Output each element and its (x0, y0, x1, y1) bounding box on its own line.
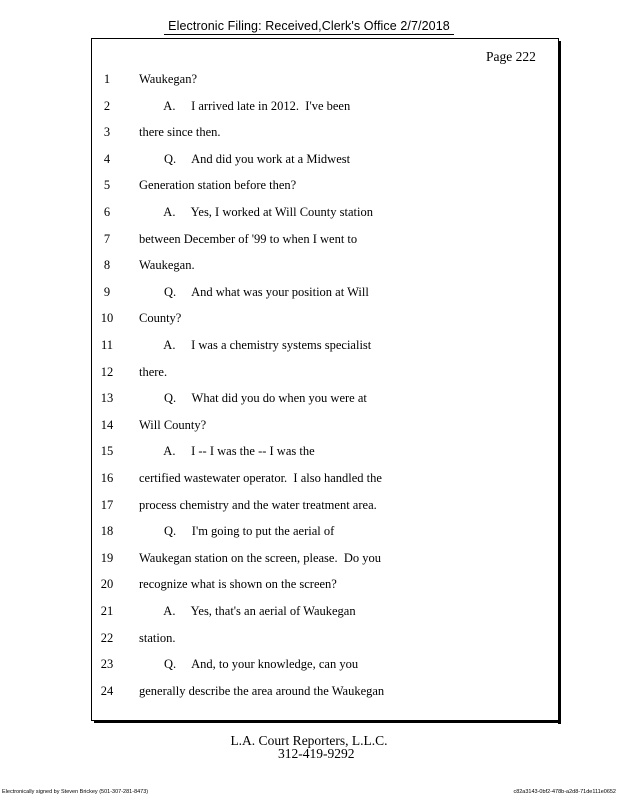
line-text: Waukegan station on the screen, please. Do you (139, 550, 381, 565)
transcript-line (0, 285, 618, 305)
filing-stamp (0, 19, 618, 35)
line-text: certified wastewater operator. I also handled the (139, 471, 382, 485)
transcript-line (0, 178, 618, 198)
transcript-line (0, 391, 618, 411)
document-hash: c82a3143-0bf2-478b-a2d8-71de111e0652 (513, 789, 616, 795)
line-text: A. I arrived late in 2012. I've been (139, 98, 351, 113)
line-number: 21 (100, 604, 114, 618)
line-number: 3 (103, 125, 111, 140)
filing-stamp-text: Electronic Filing: Received,Clerk's Office 2/7/2018 (164, 19, 454, 35)
line-text: Waukegan. (139, 258, 195, 273)
line-number: 22 (100, 630, 114, 645)
line-text: Will County? (139, 417, 207, 432)
line-number: 16 (100, 471, 114, 485)
line-text: A. Yes, that's an aerial of Waukegan (139, 604, 356, 618)
line-number: 14 (100, 417, 114, 432)
line-number: 24 (100, 683, 114, 698)
line-number: 18 (100, 524, 114, 539)
line-text: Generation station before then? (139, 178, 297, 193)
line-text: station. (139, 630, 176, 645)
line-text: there since then. (139, 125, 221, 140)
line-number: 9 (103, 284, 111, 299)
line-number: 1 (103, 72, 111, 86)
transcript-line (0, 444, 618, 464)
electronic-signature: Electronically signed by Steven Brickey (501-307-281-8473) (2, 789, 149, 795)
line-text: County? (139, 311, 182, 326)
line-text: Q. And what was your position at Will (139, 284, 369, 299)
line-number: 17 (100, 497, 114, 512)
line-text: there. (139, 364, 168, 379)
line-number: 5 (103, 178, 111, 193)
transcript-line (0, 125, 618, 145)
transcript-line (0, 99, 618, 119)
line-text: process chemistry and the water treatment area. (139, 497, 377, 512)
transcript-line (0, 577, 618, 597)
line-number: 11 (100, 338, 114, 352)
transcript-line (0, 72, 618, 92)
transcript-line (0, 232, 618, 252)
line-number: 13 (100, 391, 114, 406)
transcript-line (0, 631, 618, 651)
transcript-line (0, 258, 618, 278)
line-number: 8 (103, 258, 111, 273)
transcript-line (0, 152, 618, 172)
transcript-line (0, 205, 618, 225)
line-number: 2 (103, 98, 111, 113)
transcript-line (0, 365, 618, 385)
line-text: A. I was a chemistry systems specialist (139, 338, 372, 352)
page-number: Page 222 (486, 49, 536, 64)
transcript-line (0, 418, 618, 438)
transcript-line (0, 604, 618, 624)
line-text: Q. I'm going to put the aerial of (139, 524, 335, 539)
transcript-line (0, 311, 618, 331)
transcript-line (0, 684, 618, 704)
line-text: recognize what is shown on the screen? (139, 577, 337, 592)
transcript-line (0, 524, 618, 544)
transcript-line (0, 657, 618, 677)
line-text: A. I -- I was the -- I was the (139, 444, 315, 459)
line-number: 4 (103, 151, 111, 166)
line-text: Q. What did you do when you were at (139, 391, 367, 406)
reporter-phone: 312-419-9292 (278, 746, 355, 761)
line-text: Q. And, to your knowledge, can you (139, 657, 359, 672)
reporter-company: L.A. Court Reporters, L.L.C. (230, 733, 388, 748)
line-number: 10 (100, 311, 114, 326)
line-text: between December of '99 to when I went to (139, 231, 358, 246)
transcript-line (0, 471, 618, 491)
transcript-line (0, 551, 618, 571)
line-number: 6 (103, 205, 111, 219)
line-text: generally describe the area around the Waukegan (139, 683, 385, 698)
line-text: A. Yes, I worked at Will County station (139, 205, 373, 219)
line-number: 20 (100, 577, 114, 592)
transcript-line (0, 498, 618, 518)
transcript-line (0, 338, 618, 358)
line-number: 19 (100, 550, 114, 565)
line-number: 15 (100, 444, 114, 459)
line-text: Waukegan? (139, 72, 197, 86)
line-number: 12 (100, 364, 114, 379)
line-number: 7 (103, 231, 111, 246)
line-text: Q. And did you work at a Midwest (139, 151, 351, 166)
line-number: 23 (100, 657, 114, 672)
